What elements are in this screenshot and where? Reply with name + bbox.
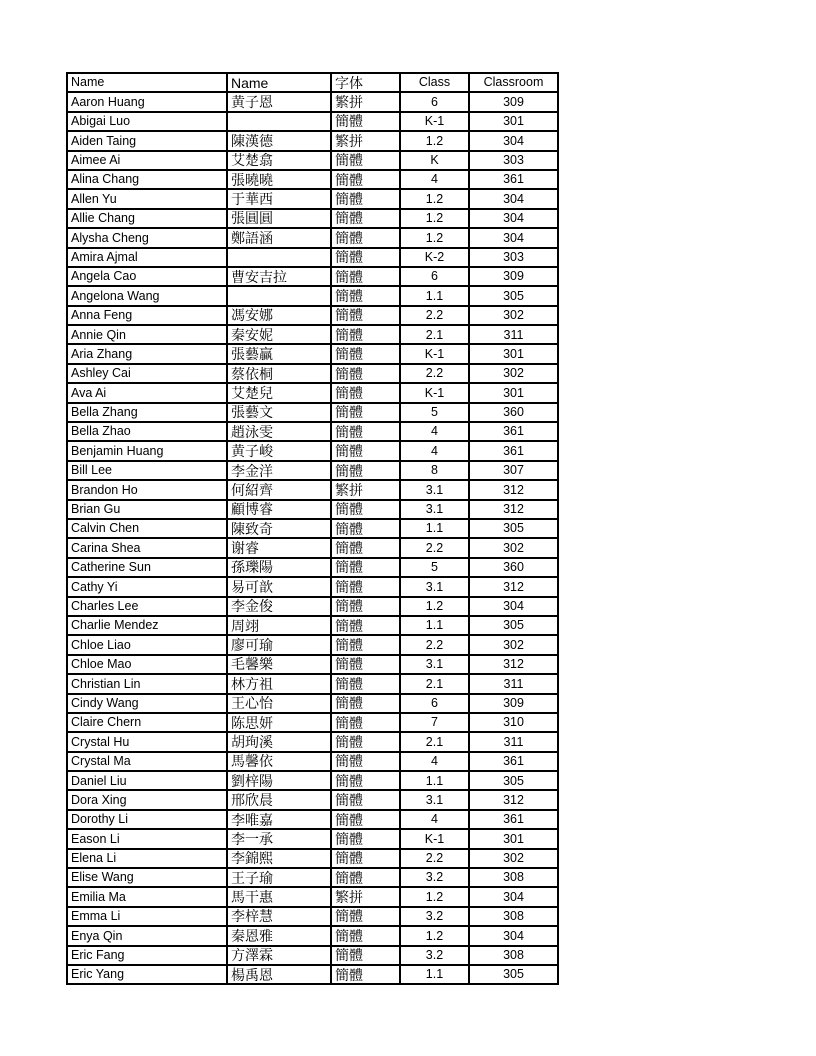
table-row (67, 635, 558, 654)
cell-classroom: 309 (469, 267, 558, 286)
cell-classroom: 308 (469, 868, 558, 887)
cell-class: 1.2 (400, 131, 469, 150)
cell-class: K (400, 151, 469, 170)
cell-name-chinese (227, 112, 331, 131)
cell-name-english: Chloe Liao (67, 635, 227, 654)
cell-name-chinese: 黄子峻 (227, 441, 331, 460)
cell-font-type: 簡體 (331, 403, 400, 422)
cell-name-chinese: 艾楚翕 (227, 151, 331, 170)
cell-name-chinese: 鄭語涵 (227, 228, 331, 247)
cell-class: 1.1 (400, 519, 469, 538)
cell-name-english: Alysha Cheng (67, 228, 227, 247)
table-row (67, 325, 558, 344)
cell-name-chinese: 毛馨樂 (227, 655, 331, 674)
cell-class: 3.1 (400, 480, 469, 499)
cell-name-chinese: 蔡依桐 (227, 364, 331, 383)
cell-class: 2.2 (400, 364, 469, 383)
cell-classroom: 304 (469, 887, 558, 906)
cell-class: 5 (400, 403, 469, 422)
cell-name-english: Claire Chern (67, 713, 227, 732)
cell-name-english: Abigai Luo (67, 112, 227, 131)
cell-font-type: 繁拼 (331, 887, 400, 906)
cell-font-type: 簡體 (331, 538, 400, 557)
table-row (67, 267, 558, 286)
cell-name-english: Dora Xing (67, 790, 227, 809)
cell-classroom: 301 (469, 383, 558, 402)
cell-font-type: 簡體 (331, 597, 400, 616)
cell-class: 1.2 (400, 189, 469, 208)
cell-classroom: 360 (469, 558, 558, 577)
cell-classroom: 302 (469, 538, 558, 557)
cell-font-type: 簡體 (331, 383, 400, 402)
cell-font-type: 簡體 (331, 344, 400, 363)
cell-name-english: Angela Cao (67, 267, 227, 286)
cell-name-chinese: 谢睿 (227, 538, 331, 557)
table-row (67, 364, 558, 383)
cell-class: 6 (400, 267, 469, 286)
cell-classroom: 303 (469, 248, 558, 267)
cell-name-english: Allen Yu (67, 189, 227, 208)
table-row (67, 480, 558, 499)
cell-classroom: 310 (469, 713, 558, 732)
cell-name-english: Aiden Taing (67, 131, 227, 150)
cell-name-chinese: 孫瓅陽 (227, 558, 331, 577)
cell-class: 2.2 (400, 538, 469, 557)
cell-name-english: Brian Gu (67, 500, 227, 519)
cell-class: 4 (400, 170, 469, 189)
cell-class: 1.2 (400, 597, 469, 616)
cell-font-type: 簡體 (331, 189, 400, 208)
cell-class: 3.1 (400, 655, 469, 674)
cell-classroom: 312 (469, 577, 558, 596)
table-row (67, 170, 558, 189)
cell-name-english: Emma Li (67, 907, 227, 926)
cell-font-type: 簡體 (331, 926, 400, 945)
cell-name-english: Bella Zhao (67, 422, 227, 441)
cell-font-type: 簡體 (331, 209, 400, 228)
cell-font-type: 簡體 (331, 248, 400, 267)
cell-name-chinese: 李一承 (227, 829, 331, 848)
table-row (67, 829, 558, 848)
table-row (67, 306, 558, 325)
cell-name-chinese: 秦安妮 (227, 325, 331, 344)
cell-name-english: Benjamin Huang (67, 441, 227, 460)
header-row (67, 73, 558, 92)
cell-name-english: Emilia Ma (67, 887, 227, 906)
table-row (67, 577, 558, 596)
student-roster-table (66, 72, 559, 985)
cell-name-chinese: 陳漢德 (227, 131, 331, 150)
cell-name-chinese: 陳致奇 (227, 519, 331, 538)
cell-class: 4 (400, 441, 469, 460)
cell-name-chinese: 張曉曉 (227, 170, 331, 189)
cell-font-type: 簡體 (331, 829, 400, 848)
table-row (67, 907, 558, 926)
table-row (67, 655, 558, 674)
cell-classroom: 304 (469, 131, 558, 150)
cell-class: 1.1 (400, 616, 469, 635)
cell-class: 1.1 (400, 965, 469, 984)
cell-name-english: Elise Wang (67, 868, 227, 887)
table-row (67, 965, 558, 984)
cell-class: 7 (400, 713, 469, 732)
cell-name-english: Annie Qin (67, 325, 227, 344)
table-row (67, 616, 558, 635)
cell-name-english: Calvin Chen (67, 519, 227, 538)
cell-name-english: Aimee Ai (67, 151, 227, 170)
cell-name-chinese: 張圓圓 (227, 209, 331, 228)
cell-class: 1.2 (400, 926, 469, 945)
cell-name-english: Daniel Liu (67, 771, 227, 790)
cell-name-english: Bill Lee (67, 461, 227, 480)
cell-font-type: 簡體 (331, 228, 400, 247)
cell-classroom: 302 (469, 849, 558, 868)
cell-classroom: 304 (469, 189, 558, 208)
cell-class: 1.2 (400, 209, 469, 228)
cell-classroom: 302 (469, 635, 558, 654)
cell-name-chinese: 馬馨依 (227, 752, 331, 771)
cell-font-type: 簡體 (331, 422, 400, 441)
table-row (67, 403, 558, 422)
cell-name-english: Ava Ai (67, 383, 227, 402)
table-row (67, 538, 558, 557)
cell-font-type: 簡體 (331, 364, 400, 383)
cell-name-english: Enya Qin (67, 926, 227, 945)
table-row (67, 713, 558, 732)
cell-class: 4 (400, 752, 469, 771)
cell-name-chinese: 廖可瑜 (227, 635, 331, 654)
cell-name-english: Alina Chang (67, 170, 227, 189)
table-row (67, 131, 558, 150)
cell-name-chinese: 馬干惠 (227, 887, 331, 906)
cell-name-english: Charlie Mendez (67, 616, 227, 635)
cell-name-chinese: 王心怡 (227, 694, 331, 713)
table-row (67, 422, 558, 441)
table-row (67, 228, 558, 247)
cell-classroom: 361 (469, 441, 558, 460)
cell-font-type: 簡體 (331, 635, 400, 654)
table-row (67, 248, 558, 267)
cell-name-chinese: 曹安吉拉 (227, 267, 331, 286)
cell-class: 2.2 (400, 635, 469, 654)
table-row (67, 441, 558, 460)
cell-font-type: 簡體 (331, 965, 400, 984)
cell-classroom: 360 (469, 403, 558, 422)
cell-class: 1.1 (400, 286, 469, 305)
cell-class: 3.2 (400, 946, 469, 965)
cell-font-type: 簡體 (331, 500, 400, 519)
cell-class: K-1 (400, 112, 469, 131)
cell-classroom: 312 (469, 480, 558, 499)
cell-name-english: Chloe Mao (67, 655, 227, 674)
cell-font-type: 簡體 (331, 713, 400, 732)
cell-name-chinese: 何紹齊 (227, 480, 331, 499)
cell-class: 4 (400, 422, 469, 441)
table-row (67, 849, 558, 868)
cell-name-chinese: 易可歆 (227, 577, 331, 596)
cell-class: 8 (400, 461, 469, 480)
cell-classroom: 312 (469, 790, 558, 809)
cell-classroom: 304 (469, 228, 558, 247)
cell-name-english: Charles Lee (67, 597, 227, 616)
cell-name-english: Allie Chang (67, 209, 227, 228)
table-row (67, 209, 558, 228)
table-row (67, 383, 558, 402)
cell-name-chinese: 趙泳雯 (227, 422, 331, 441)
cell-font-type: 簡體 (331, 461, 400, 480)
cell-font-type: 簡體 (331, 868, 400, 887)
cell-font-type: 簡體 (331, 616, 400, 635)
cell-name-english: Ashley Cai (67, 364, 227, 383)
cell-font-type: 簡體 (331, 849, 400, 868)
cell-name-chinese: 于華西 (227, 189, 331, 208)
cell-font-type: 簡體 (331, 694, 400, 713)
table-row (67, 151, 558, 170)
table-row (67, 771, 558, 790)
table-row (67, 868, 558, 887)
cell-classroom: 308 (469, 946, 558, 965)
cell-font-type: 簡體 (331, 655, 400, 674)
cell-name-chinese: 胡珣溪 (227, 732, 331, 751)
cell-classroom: 311 (469, 325, 558, 344)
cell-font-type: 簡體 (331, 946, 400, 965)
cell-class: K-1 (400, 344, 469, 363)
cell-name-chinese: 馮安娜 (227, 306, 331, 325)
table-row (67, 558, 558, 577)
cell-classroom: 309 (469, 92, 558, 111)
cell-name-chinese: 周翊 (227, 616, 331, 635)
cell-font-type: 簡體 (331, 112, 400, 131)
table-row (67, 461, 558, 480)
cell-classroom: 361 (469, 810, 558, 829)
cell-class: 5 (400, 558, 469, 577)
cell-name-chinese: 陈思妍 (227, 713, 331, 732)
column-header-name-english: Name (67, 73, 227, 92)
cell-class: K-1 (400, 383, 469, 402)
cell-name-english: Eric Yang (67, 965, 227, 984)
table-row (67, 500, 558, 519)
cell-name-chinese (227, 248, 331, 267)
table-row (67, 752, 558, 771)
cell-class: K-1 (400, 829, 469, 848)
cell-classroom: 309 (469, 694, 558, 713)
cell-class: 6 (400, 694, 469, 713)
cell-classroom: 312 (469, 655, 558, 674)
cell-classroom: 302 (469, 364, 558, 383)
column-header-name-chinese: Name (227, 73, 331, 92)
cell-class: 2.2 (400, 306, 469, 325)
cell-font-type: 簡體 (331, 441, 400, 460)
cell-name-chinese: 方澤霖 (227, 946, 331, 965)
cell-font-type: 簡體 (331, 286, 400, 305)
cell-classroom: 307 (469, 461, 558, 480)
cell-font-type: 簡體 (331, 306, 400, 325)
cell-classroom: 304 (469, 597, 558, 616)
cell-name-english: Aria Zhang (67, 344, 227, 363)
column-header-classroom: Classroom (469, 73, 558, 92)
cell-classroom: 305 (469, 616, 558, 635)
cell-class: 1.1 (400, 771, 469, 790)
column-header-class: Class (400, 73, 469, 92)
cell-name-english: Cathy Yi (67, 577, 227, 596)
cell-class: 2.2 (400, 849, 469, 868)
cell-name-english: Elena Li (67, 849, 227, 868)
table-row (67, 286, 558, 305)
cell-name-english: Crystal Hu (67, 732, 227, 751)
cell-classroom: 312 (469, 500, 558, 519)
cell-font-type: 簡體 (331, 907, 400, 926)
cell-class: 1.2 (400, 228, 469, 247)
cell-classroom: 304 (469, 926, 558, 945)
cell-name-chinese: 李金洋 (227, 461, 331, 480)
cell-classroom: 361 (469, 752, 558, 771)
cell-name-chinese (227, 286, 331, 305)
cell-name-chinese: 楊禹恩 (227, 965, 331, 984)
cell-class: 2.1 (400, 325, 469, 344)
cell-name-english: Crystal Ma (67, 752, 227, 771)
table-row (67, 790, 558, 809)
cell-name-english: Brandon Ho (67, 480, 227, 499)
table-row (67, 674, 558, 693)
table-row (67, 112, 558, 131)
cell-class: 3.2 (400, 907, 469, 926)
table-row (67, 926, 558, 945)
cell-name-english: Anna Feng (67, 306, 227, 325)
cell-name-chinese: 李金俊 (227, 597, 331, 616)
cell-name-english: Angelona Wang (67, 286, 227, 305)
cell-font-type: 繁拼 (331, 131, 400, 150)
cell-name-english: Christian Lin (67, 674, 227, 693)
cell-name-english: Eric Fang (67, 946, 227, 965)
cell-name-chinese: 李錦熙 (227, 849, 331, 868)
table-row (67, 519, 558, 538)
table-row (67, 887, 558, 906)
cell-name-chinese: 顧博睿 (227, 500, 331, 519)
cell-font-type: 繁拼 (331, 480, 400, 499)
cell-name-english: Amira Ajmal (67, 248, 227, 267)
cell-name-chinese: 黄子恩 (227, 92, 331, 111)
cell-name-chinese: 李梓慧 (227, 907, 331, 926)
cell-name-chinese: 李唯嘉 (227, 810, 331, 829)
cell-font-type: 簡體 (331, 674, 400, 693)
table-row (67, 810, 558, 829)
cell-font-type: 簡體 (331, 519, 400, 538)
cell-classroom: 308 (469, 907, 558, 926)
cell-name-english: Dorothy Li (67, 810, 227, 829)
cell-name-chinese: 劉梓陽 (227, 771, 331, 790)
cell-name-english: Cindy Wang (67, 694, 227, 713)
cell-classroom: 311 (469, 674, 558, 693)
column-header-font-type: 字体 (331, 73, 400, 92)
cell-class: 3.1 (400, 790, 469, 809)
cell-classroom: 303 (469, 151, 558, 170)
cell-classroom: 361 (469, 170, 558, 189)
cell-classroom: 305 (469, 965, 558, 984)
cell-name-english: Eason Li (67, 829, 227, 848)
table-row (67, 694, 558, 713)
table-row (67, 597, 558, 616)
cell-name-chinese: 艾楚兒 (227, 383, 331, 402)
table-row (67, 946, 558, 965)
cell-name-chinese: 張藝贏 (227, 344, 331, 363)
cell-classroom: 304 (469, 209, 558, 228)
cell-font-type: 簡體 (331, 771, 400, 790)
cell-classroom: 301 (469, 112, 558, 131)
cell-classroom: 301 (469, 829, 558, 848)
cell-font-type: 簡體 (331, 558, 400, 577)
cell-name-chinese: 張藝文 (227, 403, 331, 422)
cell-font-type: 簡體 (331, 170, 400, 189)
cell-font-type: 簡體 (331, 790, 400, 809)
table-row (67, 732, 558, 751)
cell-font-type: 簡體 (331, 325, 400, 344)
cell-name-english: Carina Shea (67, 538, 227, 557)
cell-name-chinese: 邢欣晨 (227, 790, 331, 809)
cell-classroom: 302 (469, 306, 558, 325)
cell-name-english: Bella Zhang (67, 403, 227, 422)
cell-name-chinese: 林方祖 (227, 674, 331, 693)
cell-font-type: 簡體 (331, 752, 400, 771)
cell-classroom: 301 (469, 344, 558, 363)
cell-name-chinese: 王子瑜 (227, 868, 331, 887)
cell-font-type: 簡體 (331, 732, 400, 751)
table-row (67, 344, 558, 363)
cell-classroom: 361 (469, 422, 558, 441)
cell-class: 2.1 (400, 674, 469, 693)
cell-font-type: 簡體 (331, 810, 400, 829)
cell-classroom: 305 (469, 771, 558, 790)
cell-class: 3.1 (400, 500, 469, 519)
cell-font-type: 繁拼 (331, 92, 400, 111)
cell-class: 4 (400, 810, 469, 829)
cell-class: 1.2 (400, 887, 469, 906)
table-row (67, 92, 558, 111)
cell-classroom: 305 (469, 286, 558, 305)
cell-font-type: 簡體 (331, 267, 400, 286)
cell-classroom: 305 (469, 519, 558, 538)
cell-name-english: Catherine Sun (67, 558, 227, 577)
cell-classroom: 311 (469, 732, 558, 751)
cell-class: 3.2 (400, 868, 469, 887)
cell-class: K-2 (400, 248, 469, 267)
cell-name-english: Aaron Huang (67, 92, 227, 111)
cell-font-type: 簡體 (331, 577, 400, 596)
table-row (67, 189, 558, 208)
cell-font-type: 簡體 (331, 151, 400, 170)
cell-class: 3.1 (400, 577, 469, 596)
cell-class: 2.1 (400, 732, 469, 751)
cell-name-chinese: 秦恩雅 (227, 926, 331, 945)
cell-class: 6 (400, 92, 469, 111)
